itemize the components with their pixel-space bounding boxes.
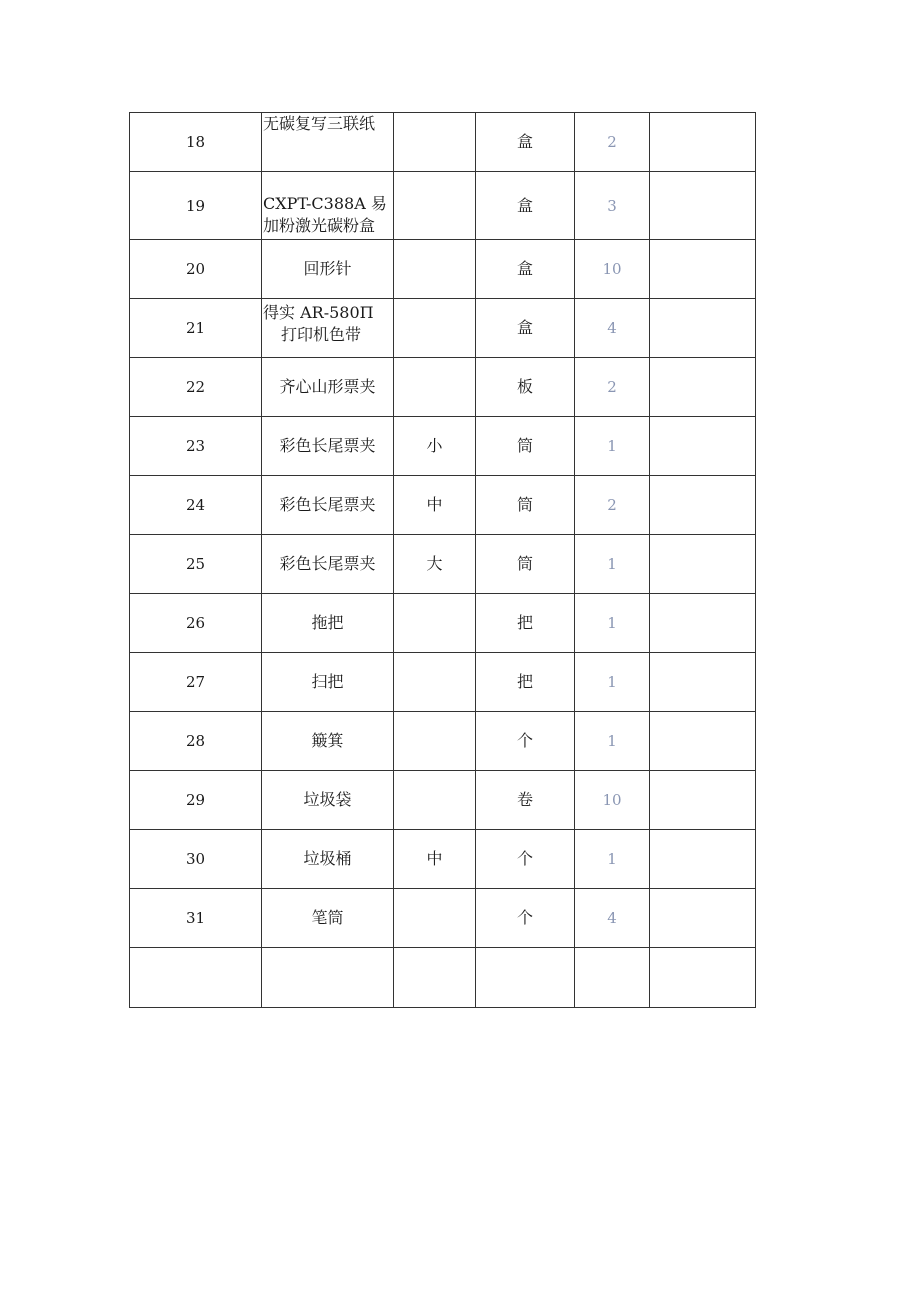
spec-cell	[394, 712, 476, 771]
unit-cell: 把	[476, 653, 575, 712]
table-row	[130, 358, 756, 417]
unit-cell: 盒	[476, 172, 575, 240]
item-name-line: CXPT-C388A 易	[263, 194, 387, 213]
row-number-cell: 30	[130, 830, 262, 889]
item-name-line: 打印机色带	[281, 325, 362, 344]
table-row	[130, 830, 756, 889]
spec-cell	[394, 172, 476, 240]
table-row	[130, 889, 756, 948]
unit-cell: 卷	[476, 771, 575, 830]
item-name-cell: 拖把	[262, 594, 394, 653]
unit-cell: 盒	[476, 240, 575, 299]
spec-cell	[394, 113, 476, 172]
item-name-line: 得实 AR-580Π	[263, 303, 374, 322]
remark-cell	[650, 476, 756, 535]
item-name-cell	[262, 299, 394, 358]
quantity-cell: 1	[575, 712, 650, 771]
supplies-table-body	[130, 113, 756, 1008]
item-name-cell	[262, 113, 394, 172]
row-number-cell: 25	[130, 535, 262, 594]
spec-cell	[394, 653, 476, 712]
row-number-cell: 28	[130, 712, 262, 771]
item-name-cell	[262, 172, 394, 240]
remark-cell	[650, 830, 756, 889]
unit-cell: 个	[476, 889, 575, 948]
table-row	[130, 712, 756, 771]
spec-cell: 中	[394, 830, 476, 889]
item-name-cell: 扫把	[262, 653, 394, 712]
quantity-cell: 1	[575, 830, 650, 889]
item-name-cell: 簸箕	[262, 712, 394, 771]
table-row	[130, 771, 756, 830]
item-name-cell: 回形针	[262, 240, 394, 299]
remark-cell	[650, 172, 756, 240]
unit-cell: 个	[476, 712, 575, 771]
row-number-cell: 29	[130, 771, 262, 830]
quantity-cell	[575, 948, 650, 1008]
unit-cell: 筒	[476, 476, 575, 535]
spec-cell	[394, 358, 476, 417]
item-name-cell: 彩色长尾票夹	[262, 476, 394, 535]
remark-cell	[650, 240, 756, 299]
remark-cell	[650, 948, 756, 1008]
item-name-cell: 齐心山形票夹	[262, 358, 394, 417]
unit-cell: 筒	[476, 535, 575, 594]
row-number-cell: 24	[130, 476, 262, 535]
unit-cell: 板	[476, 358, 575, 417]
quantity-cell: 2	[575, 358, 650, 417]
unit-cell	[476, 948, 575, 1008]
table-row	[130, 299, 756, 358]
row-number-cell: 31	[130, 889, 262, 948]
unit-cell: 个	[476, 830, 575, 889]
row-number-cell: 19	[130, 172, 262, 240]
table-row	[130, 653, 756, 712]
remark-cell	[650, 417, 756, 476]
item-name-cell	[262, 948, 394, 1008]
table-row	[130, 240, 756, 299]
table-row	[130, 476, 756, 535]
spec-cell	[394, 889, 476, 948]
spec-cell: 中	[394, 476, 476, 535]
table-row	[130, 113, 756, 172]
row-number-cell: 21	[130, 299, 262, 358]
supplies-table	[129, 112, 756, 1008]
quantity-cell: 3	[575, 172, 650, 240]
row-number-cell: 27	[130, 653, 262, 712]
unit-cell: 盒	[476, 299, 575, 358]
quantity-cell: 4	[575, 889, 650, 948]
item-name-cell: 垃圾桶	[262, 830, 394, 889]
quantity-cell: 2	[575, 113, 650, 172]
item-name-line: 无碳复写三联纸	[263, 114, 376, 133]
quantity-cell: 10	[575, 240, 650, 299]
item-name-cell: 垃圾袋	[262, 771, 394, 830]
spec-cell	[394, 240, 476, 299]
spec-cell	[394, 594, 476, 653]
table-row	[130, 172, 756, 240]
quantity-cell: 1	[575, 535, 650, 594]
table-row	[130, 417, 756, 476]
quantity-cell: 1	[575, 417, 650, 476]
row-number-cell: 22	[130, 358, 262, 417]
remark-cell	[650, 113, 756, 172]
quantity-cell: 4	[575, 299, 650, 358]
remark-cell	[650, 712, 756, 771]
quantity-cell: 10	[575, 771, 650, 830]
row-number-cell: 23	[130, 417, 262, 476]
spec-cell	[394, 299, 476, 358]
table-row	[130, 594, 756, 653]
remark-cell	[650, 594, 756, 653]
remark-cell	[650, 889, 756, 948]
row-number-cell: 20	[130, 240, 262, 299]
item-name-cell: 彩色长尾票夹	[262, 535, 394, 594]
remark-cell	[650, 358, 756, 417]
unit-cell: 盒	[476, 113, 575, 172]
row-number-cell: 18	[130, 113, 262, 172]
spec-cell	[394, 948, 476, 1008]
remark-cell	[650, 299, 756, 358]
table-row-empty	[130, 948, 756, 1008]
spec-cell: 小	[394, 417, 476, 476]
remark-cell	[650, 653, 756, 712]
spec-cell	[394, 771, 476, 830]
row-number-cell: 26	[130, 594, 262, 653]
row-number-cell	[130, 948, 262, 1008]
unit-cell: 筒	[476, 417, 575, 476]
spec-cell: 大	[394, 535, 476, 594]
item-name-cell: 笔筒	[262, 889, 394, 948]
quantity-cell: 2	[575, 476, 650, 535]
unit-cell: 把	[476, 594, 575, 653]
quantity-cell: 1	[575, 653, 650, 712]
table-row	[130, 535, 756, 594]
item-name-cell: 彩色长尾票夹	[262, 417, 394, 476]
remark-cell	[650, 535, 756, 594]
remark-cell	[650, 771, 756, 830]
quantity-cell: 1	[575, 594, 650, 653]
item-name-line: 加粉激光碳粉盒	[263, 216, 376, 235]
